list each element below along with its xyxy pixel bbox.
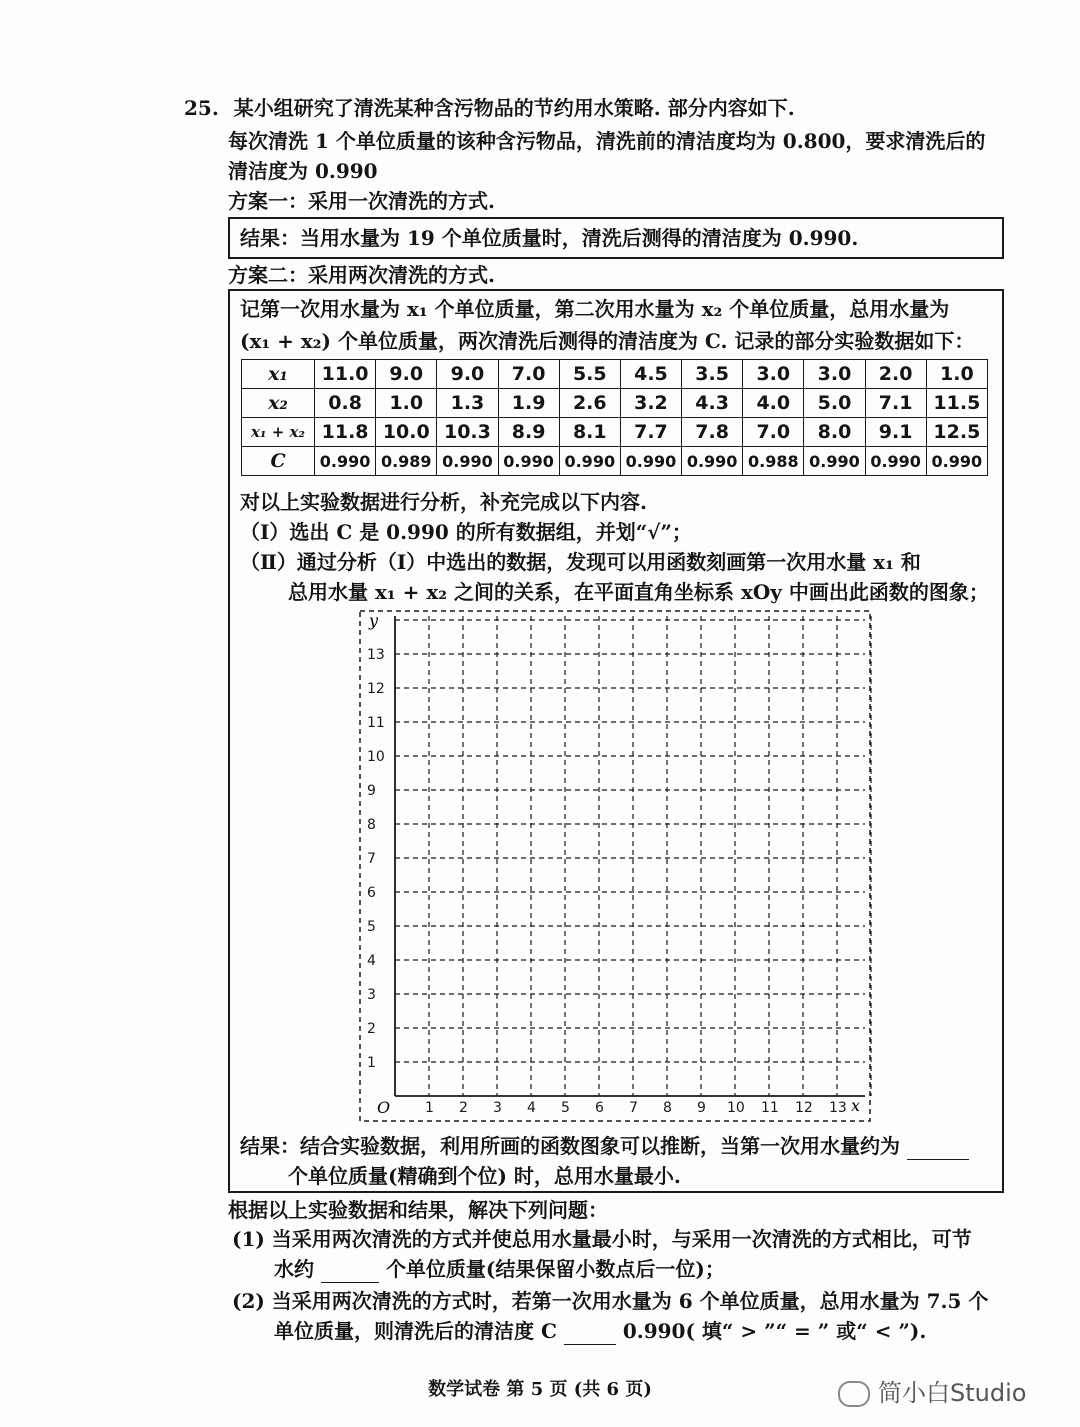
questions-lead: 根据以上实验数据和结果，解决下列问题： [228, 1198, 608, 1222]
analysis-part-2a: （Ⅱ）通过分析（Ⅰ）中选出的数据，发现可以用函数刻画第一次用水量 x₁ 和 [240, 550, 921, 574]
table-cell: 9.1 [865, 418, 926, 447]
table-cell: 4.5 [620, 360, 681, 389]
x-tick-label: 12 [795, 1100, 813, 1116]
x-tick-label: 4 [527, 1100, 536, 1116]
origin-label: O [377, 1098, 391, 1117]
y-tick-label: 9 [367, 783, 376, 799]
y-tick-label: 4 [367, 953, 376, 969]
x-tick-label: 1 [425, 1100, 434, 1116]
watermark [838, 1373, 1026, 1408]
table-row-x2 [242, 389, 988, 418]
table-cell: 11.8 [315, 418, 376, 447]
table-cell: 0.990 [437, 447, 498, 476]
table-cell: 7.0 [743, 418, 804, 447]
table-cell: 0.989 [376, 447, 437, 476]
y-axis-label: y [369, 611, 379, 630]
table-cell: 11.5 [926, 389, 987, 418]
table-cell: 4.3 [682, 389, 743, 418]
table-cell: 7.1 [865, 389, 926, 418]
question-2-blank[interactable] [564, 1318, 616, 1345]
table-cell: 12.5 [926, 418, 987, 447]
table-row-c [242, 447, 988, 476]
plan-one-result: 结果：当用水量为 19 个单位质量时，清洗后测得的清洁度为 0.990. [240, 226, 859, 250]
y-tick-label: 5 [367, 919, 376, 935]
table-cell: 3.2 [620, 389, 681, 418]
y-tick-label: 6 [367, 885, 376, 901]
table-cell: 3.0 [743, 360, 804, 389]
table-cell: 3.0 [804, 360, 865, 389]
plan-one-result-box [228, 217, 1004, 259]
table-cell: 7.7 [620, 418, 681, 447]
table-cell: 0.990 [498, 447, 559, 476]
watermark-text: 简小白Studio [878, 1379, 1027, 1407]
question-2b-post: 0.990( 填“ > ”“ = ” 或“ < ”). [622, 1319, 927, 1343]
y-tick-label: 10 [367, 749, 385, 765]
table-cell: 10.0 [376, 418, 437, 447]
wechat-icon [838, 1381, 870, 1407]
page-footer: 数学试卷 第 5 页 (共 6 页) [428, 1379, 652, 1400]
x-tick-label: 9 [697, 1100, 706, 1116]
table-cell: 0.990 [559, 447, 620, 476]
table-cell: 7.8 [682, 418, 743, 447]
result-blank[interactable] [907, 1133, 969, 1160]
table-cell: 0.990 [315, 447, 376, 476]
analysis-part-2b: 总用水量 x₁ + x₂ 之间的关系，在平面直角坐标系 xOy 中画出此函数的图象； [288, 580, 989, 604]
table-cell: 9.0 [437, 360, 498, 389]
table-cell: 3.5 [682, 360, 743, 389]
table-cell: 4.0 [743, 389, 804, 418]
y-tick-label: 12 [367, 681, 385, 697]
table-cell: 0.990 [865, 447, 926, 476]
result-text-a: 结果：结合实验数据，利用所画的函数图象可以推断，当第一次用水量约为 [240, 1134, 900, 1158]
x-axis-label: x [851, 1096, 861, 1115]
table-header: x₂ [242, 389, 315, 418]
y-tick-label: 2 [367, 1021, 376, 1037]
table-cell: 0.990 [682, 447, 743, 476]
table-cell: 5.0 [804, 389, 865, 418]
table-cell: 7.0 [498, 360, 559, 389]
question-2a: (2) 当采用两次清洗的方式时，若第一次用水量为 6 个单位质量，总用水量为 7.5 个 [232, 1289, 989, 1313]
question-2b-pre: 单位质量，则清洗后的清洁度 C [274, 1319, 557, 1343]
table-cell: 8.1 [559, 418, 620, 447]
y-tick-label: 13 [367, 647, 385, 663]
problem-intro: 某小组研究了清洗某种含污物品的节约用水策略. 部分内容如下. [233, 96, 795, 120]
table-cell: 0.988 [743, 447, 804, 476]
table-cell: 1.9 [498, 389, 559, 418]
table-cell: 1.0 [926, 360, 987, 389]
result-text-b: 个单位质量(精确到个位) 时，总用水量最小. [288, 1164, 681, 1188]
table-row-x1 [242, 360, 988, 389]
x-tick-label: 7 [629, 1100, 638, 1116]
y-tick-label: 11 [367, 715, 385, 731]
table-cell: 0.990 [804, 447, 865, 476]
plan-two-text-2: (x₁ + x₂) 个单位质量，两次清洗后测得的清洁度为 C. 记录的部分实验数据如下： [240, 329, 975, 353]
y-tick-label: 8 [367, 817, 376, 833]
table-cell: 10.3 [437, 418, 498, 447]
analysis-part-1: （Ⅰ）选出 C 是 0.990 的所有数据组，并划“√”； [240, 520, 692, 544]
question-1a: (1) 当采用两次清洗的方式并使总用水量最小时，与采用一次清洗的方式相比，可节 [232, 1227, 972, 1251]
x-tick-label: 11 [761, 1100, 779, 1116]
plan-one-title: 方案一：采用一次清洗的方式. [228, 189, 495, 213]
table-cell: 9.0 [376, 360, 437, 389]
y-tick-label: 7 [367, 851, 376, 867]
table-cell: 8.9 [498, 418, 559, 447]
table-cell: 11.0 [315, 360, 376, 389]
x-tick-label: 5 [561, 1100, 570, 1116]
table-header: C [242, 447, 315, 476]
question-1b-pre: 水约 [274, 1257, 314, 1281]
x-tick-label: 10 [727, 1100, 745, 1116]
problem-desc-1: 每次清洗 1 个单位质量的该种含污物品，清洗前的清洁度均为 0.800，要求清洗后的 [228, 129, 986, 153]
coordinate-grid [355, 606, 875, 1126]
table-cell: 5.5 [559, 360, 620, 389]
x-tick-label: 3 [493, 1100, 502, 1116]
table-cell: 1.0 [376, 389, 437, 418]
table-cell: 0.8 [315, 389, 376, 418]
plan-two-text-1: 记第一次用水量为 x₁ 个单位质量，第二次用水量为 x₂ 个单位质量，总用水量为 [240, 297, 950, 321]
experiment-data-table [241, 359, 988, 476]
table-cell: 8.0 [804, 418, 865, 447]
table-header: x₁ + x₂ [242, 418, 315, 447]
problem-desc-2: 清洁度为 0.990 [228, 159, 378, 183]
x-tick-label: 13 [829, 1100, 847, 1116]
y-tick-label: 3 [367, 987, 376, 1003]
table-cell: 0.990 [926, 447, 987, 476]
question-1b-post: 个单位质量(结果保留小数点后一位)； [385, 1257, 725, 1281]
table-cell: 2.6 [559, 389, 620, 418]
table-header: x₁ [242, 360, 315, 389]
plan-two-title: 方案二：采用两次清洗的方式. [228, 263, 495, 287]
x-tick-label: 6 [595, 1100, 604, 1116]
table-cell: 1.3 [437, 389, 498, 418]
table-cell: 0.990 [620, 447, 681, 476]
table-row-sum [242, 418, 988, 447]
table-cell: 2.0 [865, 360, 926, 389]
analysis-lead: 对以上实验数据进行分析，补充完成以下内容. [240, 490, 647, 514]
x-tick-label: 2 [459, 1100, 468, 1116]
problem-number: 25. [184, 96, 219, 120]
question-1-blank[interactable] [321, 1256, 379, 1283]
x-tick-label: 8 [663, 1100, 672, 1116]
y-tick-label: 1 [367, 1055, 376, 1071]
